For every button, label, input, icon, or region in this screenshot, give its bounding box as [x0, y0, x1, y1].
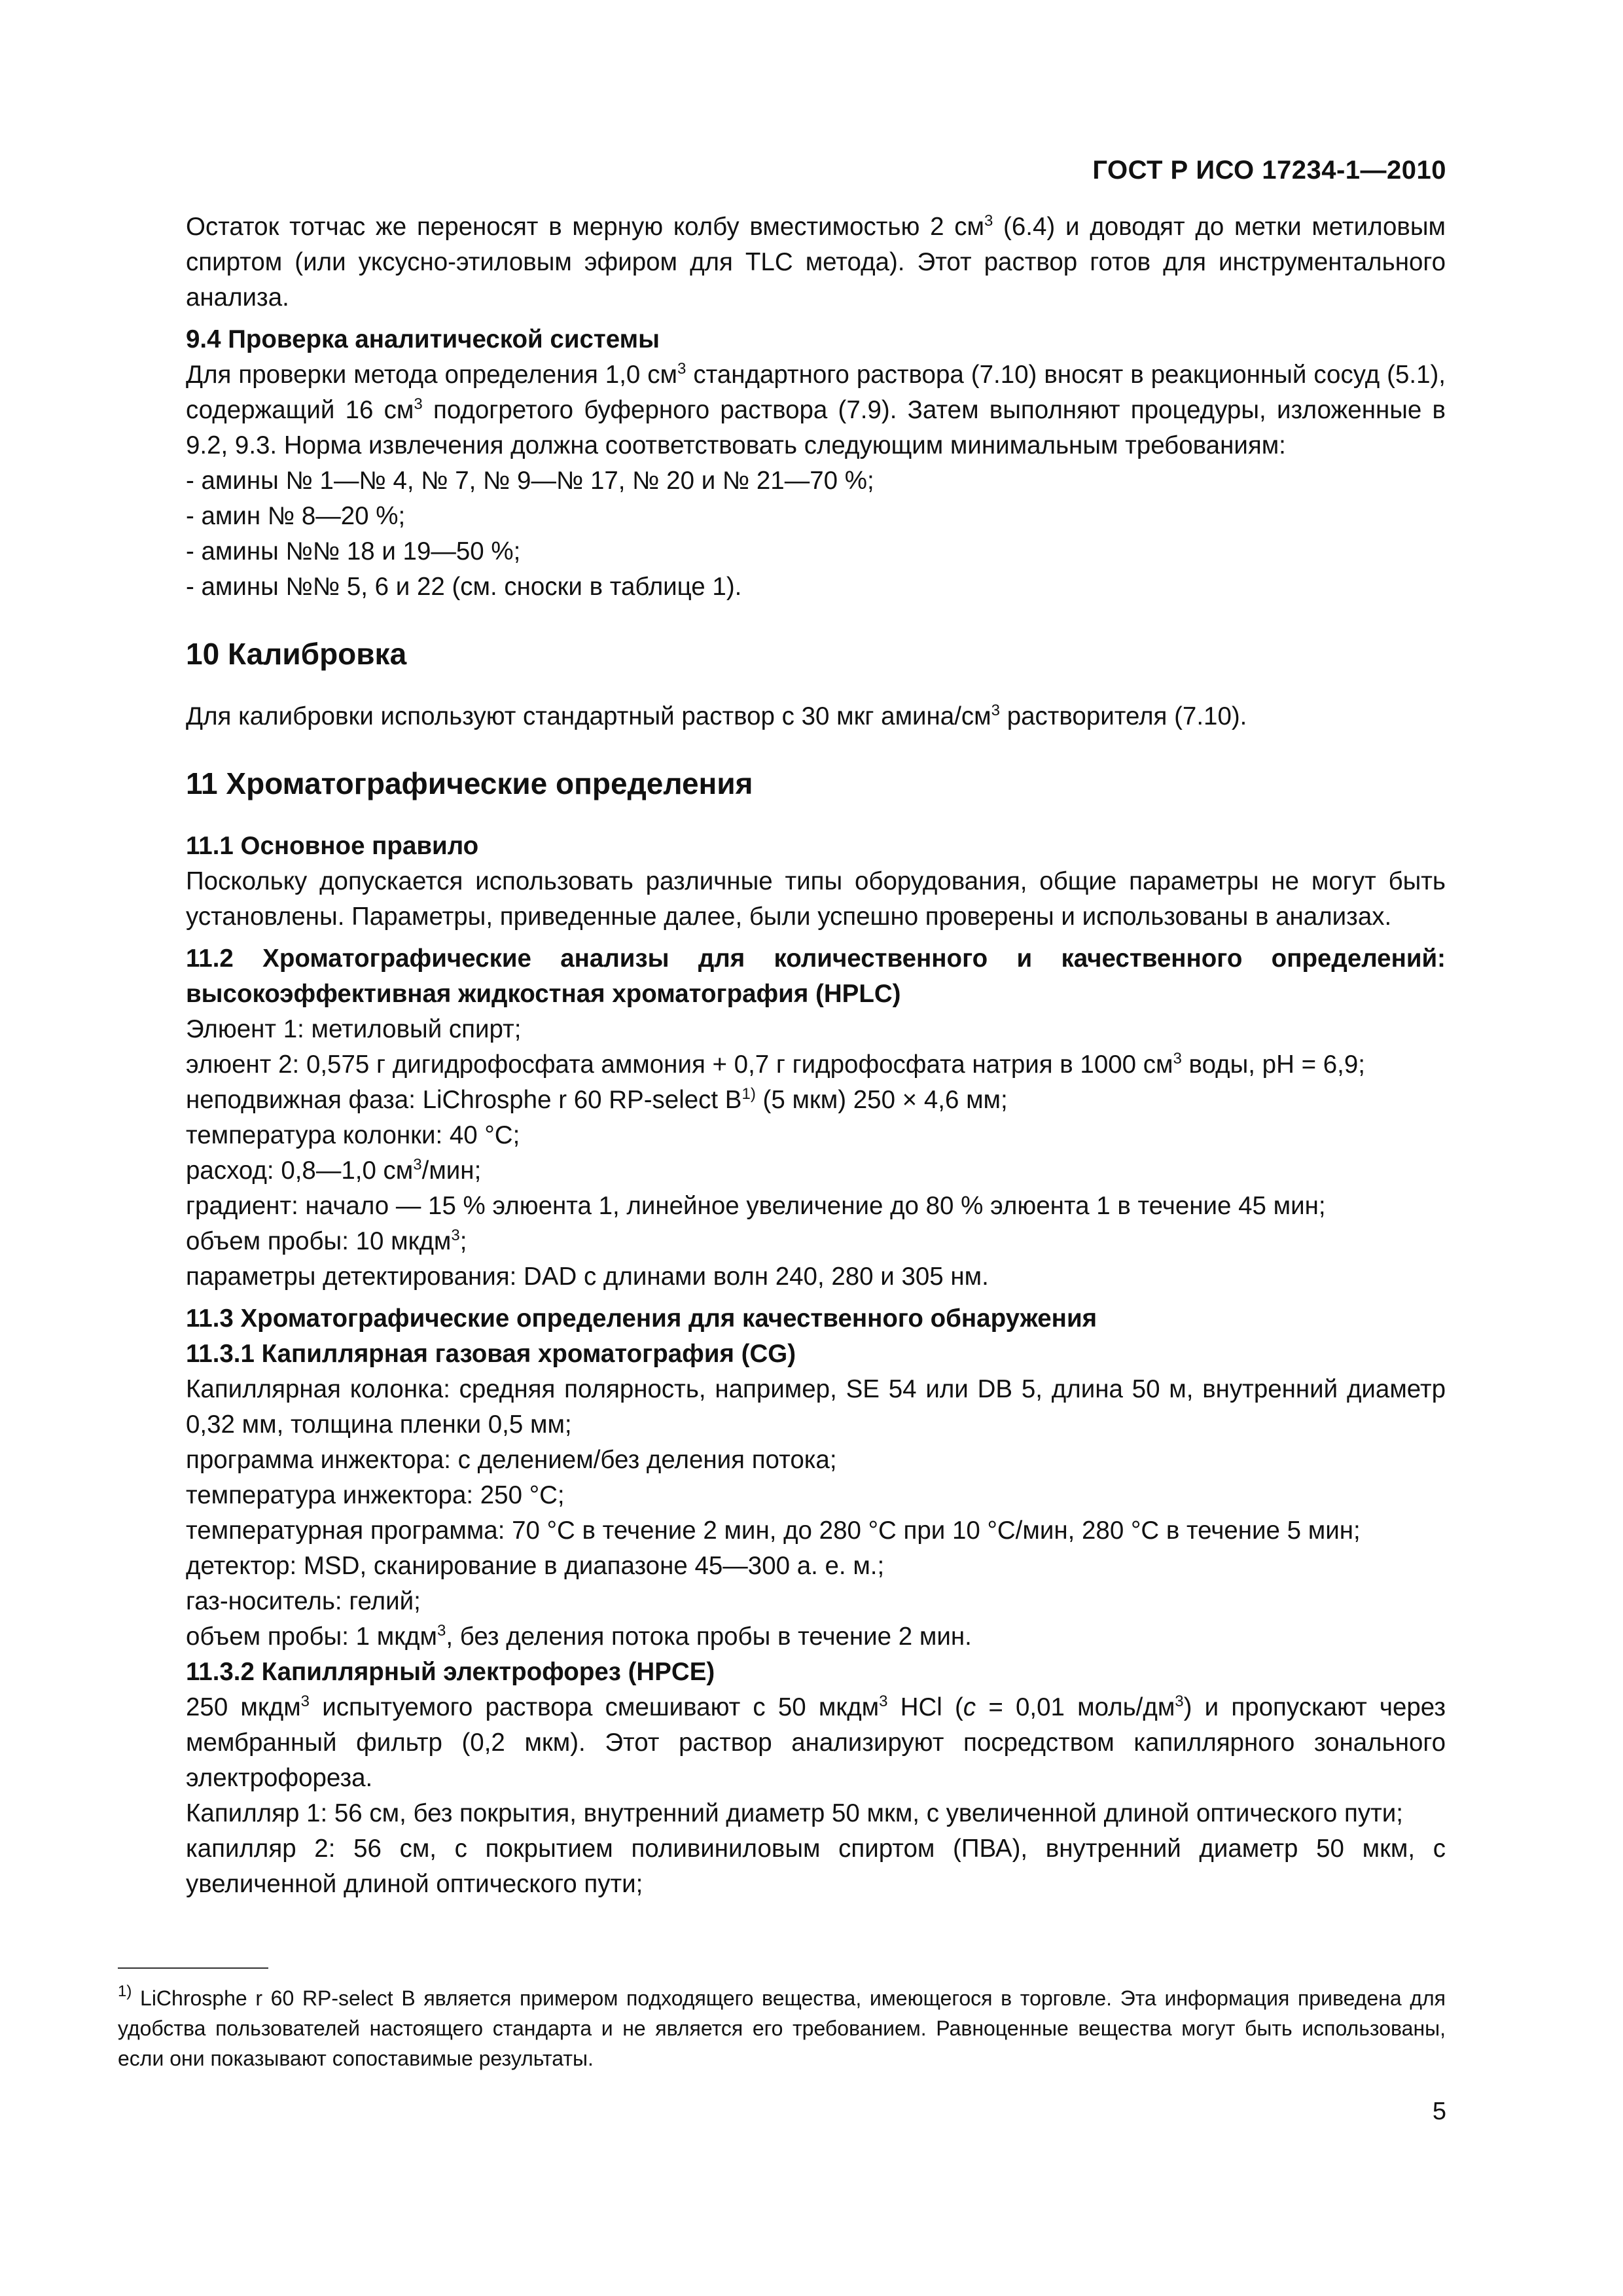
superscript: 3	[413, 1156, 422, 1174]
document-header: ГОСТ Р ИСО 17234-1—2010	[1092, 156, 1446, 185]
page-number: 5	[1432, 2098, 1446, 2125]
paragraph-capillary-2: капилляр 2: 56 см, с покрытием поливиниловым спиртом (ПВА), внутренний диаметр 50 мкм, с увеличенной длиной оптического пути;	[186, 1835, 1446, 1898]
param-line: параметры детектирования: DAD с длинами волн 240, 280 и 305 нм.	[186, 1263, 989, 1291]
document-body	[186, 209, 1446, 1902]
text-run: Остаток тотчас же переносят в мерную колбу вместимостью 2 см	[186, 213, 984, 241]
paragraph-10	[186, 699, 1446, 734]
section-11-2-title: 11.2 Хроматографические анализы для количественного и качественного определений: высокоэффективная жидкостная хроматография (HPLC)	[186, 944, 1446, 1008]
footnote-mark: 1)	[118, 1982, 132, 2000]
text-run: ) и пропускают через мембранный фильтр (0,2 мкм). Этот раствор анализируют посредством капиллярного зонального электрофореза.	[186, 1693, 1446, 1792]
param-line	[186, 1047, 1446, 1083]
superscript: 3	[1175, 1693, 1184, 1710]
section-11-title: 11 Хроматографические определения	[186, 766, 753, 800]
text-run: Для проверки метода определения 1,0 см	[186, 361, 678, 389]
italic-symbol: c	[963, 1693, 976, 1721]
superscript: 3	[451, 1227, 460, 1244]
param-line: программа инжектора: с делением/без деления потока;	[186, 1446, 837, 1474]
footnote-separator	[118, 1967, 268, 1969]
section-9-4-title: 9.4 Проверка аналитической системы	[186, 325, 660, 353]
superscript: 3	[300, 1693, 310, 1710]
param-line	[186, 1083, 1446, 1118]
text-run: ;	[459, 1227, 467, 1255]
footnote	[118, 1983, 1446, 2073]
text-run: воды, pH = 6,9;	[1181, 1050, 1365, 1079]
section-11-3-2-title: 11.3.2 Капиллярный электрофорез (HPCE)	[186, 1658, 715, 1686]
section-11-1-title: 11.1 Основное правило	[186, 832, 479, 860]
text-run: испытуемого раствора смешивают с 50 мкдм	[310, 1693, 880, 1721]
text-run: неподвижная фаза: LiChrosphe r 60 RP-select B	[186, 1086, 742, 1114]
param-line: Элюент 1: метиловый спирт;	[186, 1015, 522, 1043]
param-line: температурная программа: 70 °C в течение 2 мин, до 280 °C при 10 °C/мин, 280 °C в течение 5 мин;	[186, 1516, 1361, 1545]
text-run: (6.4) и доводят до метки метиловым спиртом (или уксусно-этиловым эфиром для TLC метода). Этот раствор готов для инструментального анализа.	[186, 213, 1446, 312]
superscript: 3	[1173, 1050, 1182, 1067]
text-run: объем пробы: 1 мкдм	[186, 1623, 437, 1651]
text-run: объем пробы: 10 мкдм	[186, 1227, 452, 1255]
text-run: HCl (	[887, 1693, 963, 1721]
paragraph-residue	[186, 209, 1446, 315]
param-line: газ-носитель: гелий;	[186, 1587, 421, 1615]
superscript: 3	[414, 395, 423, 413]
text-run: расход: 0,8—1,0 см	[186, 1157, 414, 1185]
paragraph-11-3-1: Капиллярная колонка: средняя полярность, например, SE 54 или DB 5, длина 50 м, внутренний диаметр 0,32 мм, толщина пленки 0,5 мм;	[186, 1375, 1446, 1439]
superscript: 3	[879, 1693, 888, 1710]
param-line	[186, 1619, 1446, 1655]
text-run: Для калибровки используют стандартный раствор с 30 мкг амина/см	[186, 702, 991, 730]
param-line: детектор: MSD, сканирование в диапазоне 45—300 а. е. м.;	[186, 1552, 885, 1580]
text-run: растворителя (7.10).	[1000, 702, 1247, 730]
paragraph-11-3-2	[186, 1690, 1446, 1796]
text-run: элюент 2: 0,575 г дигидрофосфата аммония + 0,7 г гидрофосфата натрия в 1000 см	[186, 1050, 1173, 1079]
text-run: (5 мкм) 250 × 4,6 мм;	[755, 1086, 1008, 1114]
section-10-title: 10 Калибровка	[186, 637, 407, 671]
text-run: , без деления потока пробы в течение 2 мин.	[446, 1623, 972, 1651]
list-item: - амин № 8—20 %;	[186, 502, 406, 530]
footnote-ref: 1)	[741, 1085, 756, 1103]
param-line	[186, 1224, 1446, 1259]
param-line: температура колонки: 40 °C;	[186, 1121, 520, 1149]
paragraph-11-1: Поскольку допускается использовать различные типы оборудования, общие параметры не могут быть установлены. Параметры, приведенные далее, были успешно проверены и использованы в анализах.	[186, 867, 1446, 931]
list-item: - амины № 1—№ 4, № 7, № 9—№ 17, № 20 и № 21—70 %;	[186, 467, 874, 495]
footnote-text: LiChrosphe r 60 RP-select B является примером подходящего вещества, имеющегося в торговле. Эта информация приведена для удобства пользователей настоящего стандарта и не является его требованием. Равноценные вещества могут быть использованы, если они показывают сопоставимые результаты.	[118, 1986, 1446, 2070]
superscript: 3	[677, 360, 687, 378]
text-run: /мин;	[421, 1157, 482, 1185]
param-line	[186, 1153, 1446, 1189]
text-run: 250 мкдм	[186, 1693, 301, 1721]
section-11-3-title: 11.3 Хроматографические определения для качественного обнаружения	[186, 1304, 1097, 1333]
superscript: 3	[984, 212, 993, 230]
text-run: стандартного раствора (7.10) вносят в реакционный сосуд (5.1), содержащий 16 см	[186, 361, 1446, 424]
section-11-3-1-title: 11.3.1 Капиллярная газовая хроматография (CG)	[186, 1340, 796, 1368]
param-line: температура инжектора: 250 °C;	[186, 1481, 565, 1509]
text-run: подогретого буферного раствора (7.9). Затем выполняют процедуры, изложенные в 9.2, 9.3. Норма извлечения должна соответствовать следующим минимальным требованиям:	[186, 396, 1446, 459]
list-item: - амины №№ 18 и 19—50 %;	[186, 537, 521, 565]
paragraph-9-4	[186, 357, 1446, 463]
param-line: градиент: начало — 15 % элюента 1, линейное увеличение до 80 % элюента 1 в течение 45 мин;	[186, 1192, 1326, 1220]
paragraph-capillary-1: Капилляр 1: 56 см, без покрытия, внутренний диаметр 50 мкм, с увеличенной длиной оптического пути;	[186, 1799, 1403, 1827]
superscript: 3	[437, 1622, 446, 1640]
text-run: = 0,01 моль/дм	[976, 1693, 1175, 1721]
list-item: - амины №№ 5, 6 и 22 (см. сноски в таблице 1).	[186, 573, 742, 601]
superscript: 3	[991, 702, 1000, 719]
